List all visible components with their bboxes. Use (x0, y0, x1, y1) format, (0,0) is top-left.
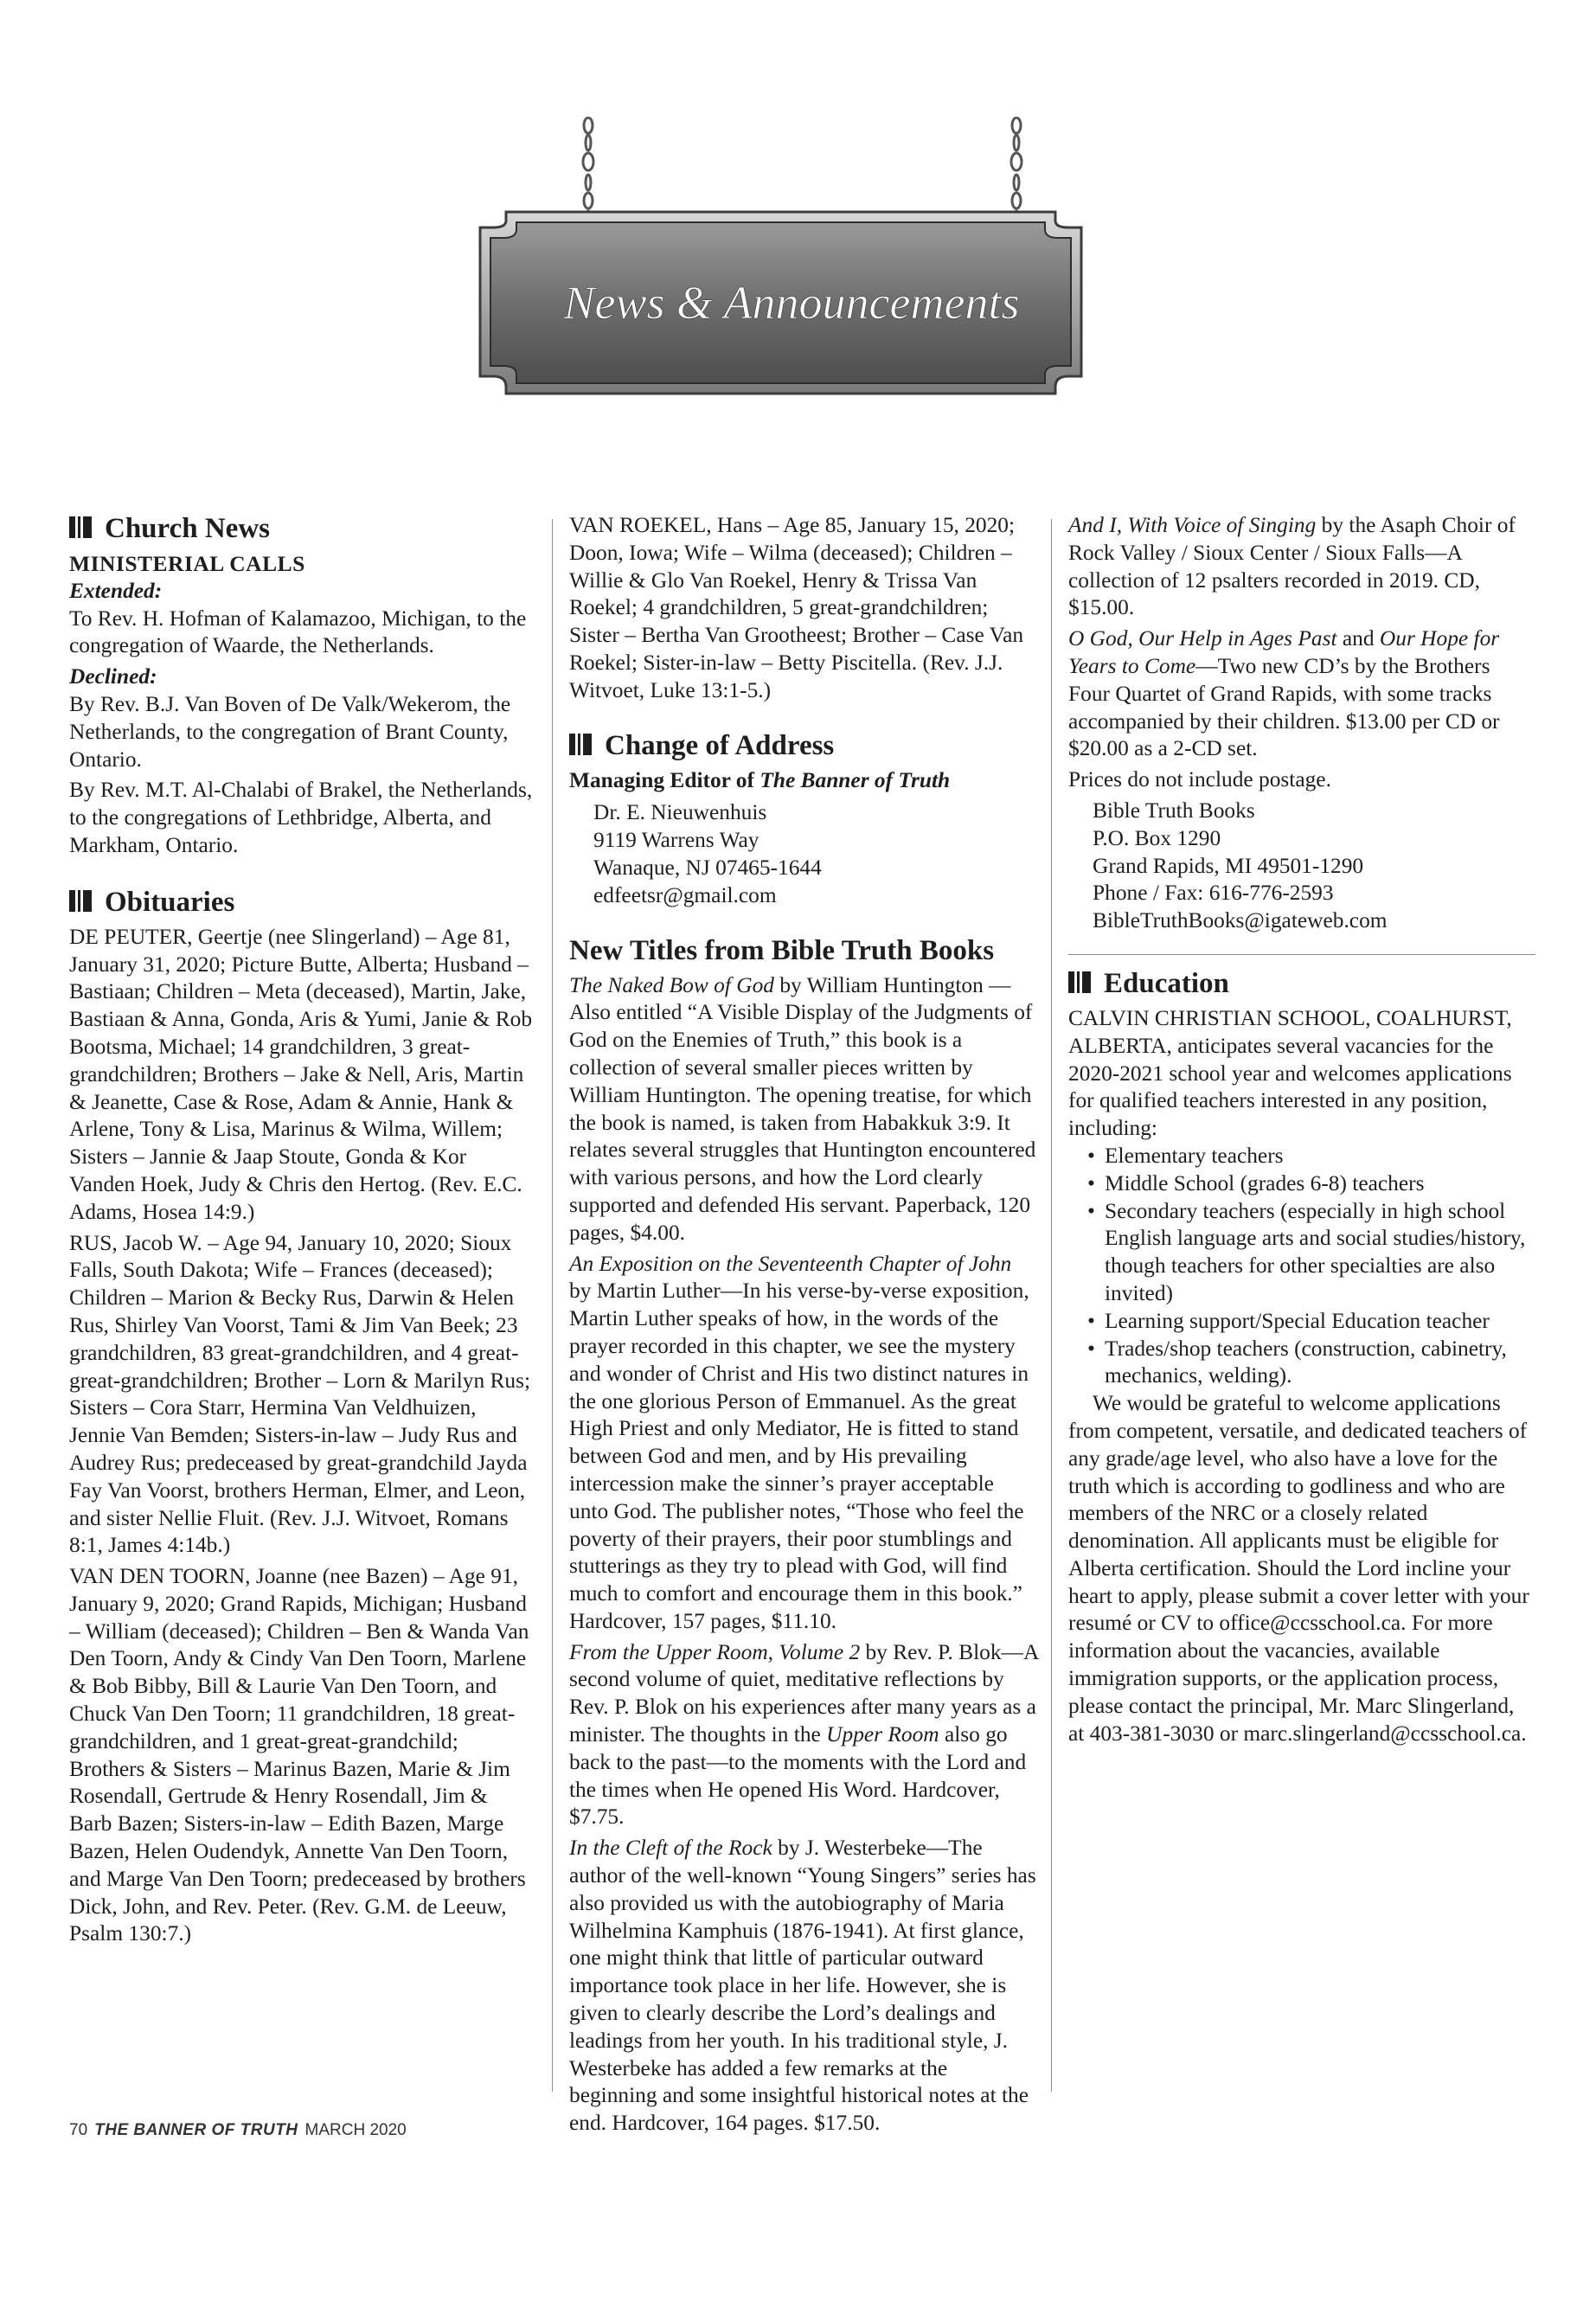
sign-chain-right (1011, 118, 1022, 225)
obituaries-heading: Obituaries (69, 886, 535, 919)
section-bars-icon (69, 516, 99, 538)
education-heading: Education (1068, 967, 1535, 1000)
education-closing: We would be grateful to welcome applications from competent, versatile, and dedicated teachers of any grade/age level, who also have a love for the truth which is according to godliness and who are members of the NRC or a closely related denomination. All applicants must be eligible for Alberta certification. Should the Lord incline your heart to apply, please submit a cover letter with your resumé or CV to office@ccsschool.ca. For more information about the vacancies, available immigration supports, or the application process, please contact the principal, Mr. Marc Slingerland, at 403-381-3030 or marc.slingerland@ccsschool.ca. (1068, 1391, 1529, 1746)
ministerial-calls-label: MINISTERIAL CALLS (69, 551, 305, 576)
obituary-entry: RUS, Jacob W. – Age 94, January 10, 2020; Sioux Falls, South Dakota; Wife – Frances (deceased); Children – Marion & Becky Rus, Darwin & Helen Rus, Shirley Van Voorst, Tami & Jim Van Beek; 23 grandchildren, 83 great-grandchildren, and 4 great-great-grandchildren; Brother – Lorn & Marilyn Rus; Sisters – Cora Starr, Hermina Van Veldhuizen, Jennie Van Bemden; Sisters-in-law – Judy Rus and Audrey Rus; predeceased by great-grandchild Jayda Fay Van Voorst, brothers Herman, Elmer, and Leon, and sister Nellie Fluit. (Rev. J.J. Witvoet, Romans 8:1, James 4:14b.) (69, 1230, 531, 1558)
obituary-entry: DE PEUTER, Geertje (nee Slingerland) – Age 81, January 31, 2020; Picture Butte, Alberta; Husband – Bastiaan; Children – Meta (deceased), Martin, Jake, Bastiaan & Anna, Gonda, Aris & Yumi, Janie & Rob Bootsma, Michael; 14 grandchildren, 3 great-grandchildren; Brothers – Jake & Nell, Aris, Martin & Jeanette, Case & Rose, Adam & Annie, Hank & Arlene, Tony & Lisa, Marinus & Wilma, Willem; Sisters – Jannie & Jaap Stoute, Gonda & Kor Vanden Hoek, Judy & Chris den Hertog. (Rev. E.C. Adams, Hosea 14:9.) (69, 924, 533, 1224)
obituary-entry: VAN ROEKEL, Hans – Age 85, January 15, 2020; Doon, Iowa; Wife – Wilma (deceased); Children – Willie & Glo Van Roekel, Henry & Trissa Van Roekel; 4 grandchildren, 5 great-grandchildren; Sister – Bertha Van Grootheest; Brother – Case Van Roekel; Sister-in-law – Betty Piscitella. (Rev. J.J. Witvoet, Luke 13:1-5.) (569, 513, 1024, 702)
extended-label: Extended: (69, 578, 163, 603)
page-footer (69, 2121, 407, 2140)
extended-call: To Rev. H. Hofman of Kalamazoo, Michigan, to the congregation of Waarde, the Netherlands. (69, 606, 527, 658)
sign-title: News & Announcements (563, 277, 1020, 329)
declined-call: By Rev. M.T. Al-Chalabi of Brakel, the Netherlands, to the congregations of Lethbridge, Alberta, and Markham, Ontario. (69, 778, 533, 857)
change-of-address-subheading: Managing Editor of The Banner of Truth (569, 767, 951, 792)
editor-address (569, 799, 1038, 909)
page-number: 70 (69, 2121, 88, 2139)
section-divider (1068, 954, 1535, 955)
sign-chain-left (583, 118, 593, 225)
address-line: Grand Rapids, MI 49501-1290 (1093, 853, 1364, 878)
column-3 (1068, 512, 1535, 1751)
positions-list (1068, 1143, 1535, 1390)
list-item: • Elementary teachers (1087, 1143, 1535, 1170)
list-item: • Secondary teachers (especially in high school English language arts and social studies/history, though teachers for other specialties are also invited) (1087, 1198, 1535, 1308)
book-title: In the Cleft of the Rock (569, 1836, 772, 1861)
list-item: • Learning support/Special Education teacher (1087, 1308, 1535, 1336)
address-line: P.O. Box 1290 (1093, 825, 1221, 850)
new-titles-heading: New Titles from Bible Truth Books (569, 934, 995, 966)
change-of-address-heading: Change of Address (569, 729, 1038, 762)
book-title: O God, Our Help in Ages Past (1068, 626, 1337, 651)
address-line: Wanaque, NJ 07465-1644 (593, 855, 822, 880)
book-entry: O God, Our Help in Ages Past and Our Hope for Years to Come—Two new CD’s by the Brothers Four Quartet of Grand Rapids, with some tracks accompanied by their children. $13.00 per CD or $20.00 as a 2-CD set. (1068, 626, 1500, 761)
bible-truth-books-address (1068, 798, 1535, 935)
book-entry: An Exposition on the Seventeenth Chapter of John by Martin Luther—In his verse-by-verse exposition, Martin Luther speaks of how, in the words of the prayer recorded in this chapter, we see the mystery and wonder of Christ and His two distinct natures in the one glorious Person of Emmanuel. As the great High Priest and only Mediator, He is fitted to stand between God and men, and by His prevailing intercession make the sinner’s prayer acceptable unto God. The publisher notes, “Those who feel the poverty of their prayers, their poor stumblings and stutterings as they try to plead with God, will find much to comfort and encourage them in this book.” Hardcover, 157 pages, $11.10. (569, 1251, 1029, 1633)
education-intro: CALVIN CHRISTIAN SCHOOL, COALHURST, ALBERTA, anticipates several vacancies for the 2020-2021 school year and welcomes applications for qualified teachers interested in any position, including: (1068, 1005, 1512, 1141)
section-bars-icon (569, 734, 599, 755)
book-title: The Naked Bow of God (569, 972, 774, 997)
list-item: • Trades/shop teachers (construction, cabinetry, mechanics, welding). (1087, 1336, 1535, 1391)
column-rule-1 (552, 519, 553, 2092)
book-entry: And I, With Voice of Singing by the Asaph Choir of Rock Valley / Sioux Center / Sioux Falls—A collection of 12 psalters recorded in 2019. CD, $15.00. (1068, 513, 1516, 620)
section-bars-icon (1068, 971, 1098, 993)
editor-email[interactable]: edfeetsr@gmail.com (593, 882, 777, 907)
book-title: From the Upper Room, Volume 2 (569, 1639, 861, 1664)
column-1 (69, 512, 535, 1952)
book-title: And I, With Voice of Singing (1068, 513, 1317, 537)
section-bars-icon (69, 890, 99, 912)
obituary-entry: VAN DEN TOORN, Joanne (nee Bazen) – Age 91, January 9, 2020; Grand Rapids, Michigan; Husband – William (deceased); Children – Ben & Wanda Van Den Toorn, Andy & Cindy Van Den Toorn, Marlene & Bob Bibby, Bill & Laurie Van Den Toorn, and Chuck Van Den Toorn; 11 grandchildren, 18 great-grandchildren, and 1 great-great-grandchild; Brothers & Sisters – Marinus Bazen, Marie & Jim Rosendall, Gertrude & Henry Rosendall, Jim & Barb Bazen; Sisters-in-law – Edith Bazen, Marge Bazen, Helen Oudendyk, Annette Van Den Toorn, and Marge Van Den Toorn; predeceased by brothers Dick, John, and Rev. Peter. (Rev. G.M. de Leeuw, Psalm 130:7.) (69, 1564, 529, 1946)
book-title: An Exposition on the Seventeenth Chapter of John (569, 1251, 1012, 1276)
postage-note: Prices do not include postage. (1068, 767, 1331, 792)
bible-truth-books-email[interactable]: BibleTruthBooks@igateweb.com (1093, 908, 1388, 933)
address-line: Dr. E. Nieuwenhuis (593, 800, 767, 825)
address-line: 9119 Warrens Way (593, 828, 760, 853)
issue-date: MARCH 2020 (304, 2121, 407, 2139)
publication-name: THE BANNER OF TRUTH (94, 2121, 298, 2139)
book-entry: In the Cleft of the Rock by J. Westerbeke—The author of the well-known “Young Singers” series has also provided us with the autobiography of Maria Wilhelmina Kamphuis (1876-1941). At first glance, one might think that little of particular outward importance took place in her life. However, she is given to clearly describe the Lord’s dealings and leadings from her youth. In his traditional style, J. Westerbeke has added a few remarks at the beginning and some insightful historical notes at the end. Hardcover, 164 pages. $17.50. (569, 1836, 1036, 2136)
declined-call: By Rev. B.J. Van Boven of De Valk/Wekerom, the Netherlands, to the congregation of Brant County, Ontario. (69, 691, 511, 772)
book-entry: The Naked Bow of God by William Huntington —Also entitled “A Visible Display of the Judgments of God on the Enemies of Truth,” this book is a collection of several smaller pieces written by William Huntington. The opening treatise, for which the book is named, is taken from Habakkuk 3:9. It relates several struggles that Huntington encountered with various persons, and how the Lord clearly supported and defended His servant. Paperback, 120 pages, $4.00. (569, 972, 1036, 1245)
church-news-heading: Church News (69, 512, 535, 545)
column-rule-2 (1051, 519, 1052, 2092)
address-line: Bible Truth Books (1093, 798, 1255, 823)
declined-label: Declined: (69, 664, 157, 689)
news-announcements-sign (471, 117, 1090, 398)
book-entry: From the Upper Room, Volume 2 by Rev. P. Blok—A second volume of quiet, meditative reflections by Rev. P. Blok on his experiences after many years as a minister. The thoughts in the Upper Room also go back to the past—to the moments with the Lord and the times when He opened His Word. Hardcover, $7.75. (569, 1639, 1038, 1830)
column-2 (569, 512, 1038, 2141)
list-item: • Middle School (grades 6-8) teachers (1087, 1170, 1535, 1198)
phone-fax: Phone / Fax: 616-776-2593 (1093, 881, 1334, 906)
